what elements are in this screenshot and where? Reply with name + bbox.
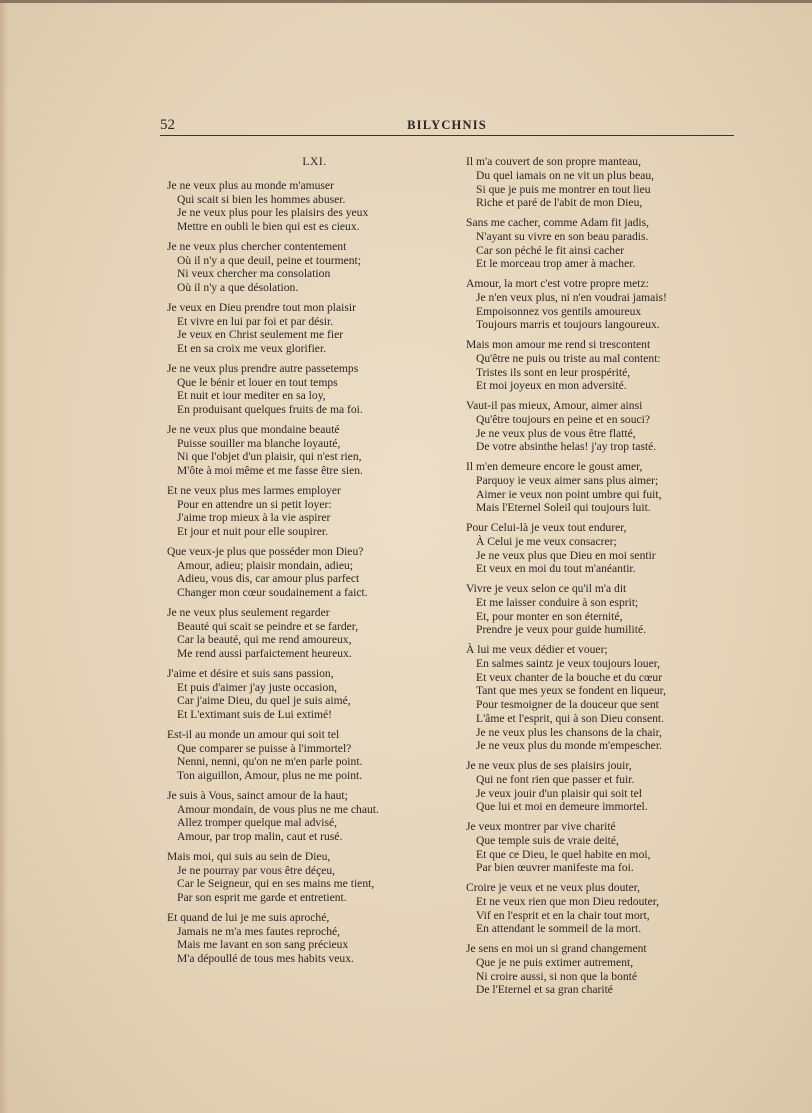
verse-line: Je ne veux plus pour les plaisirs des yeux bbox=[177, 206, 369, 220]
stanza bbox=[466, 759, 746, 814]
verse-line: En attendant le sommeil de la mort. bbox=[476, 922, 642, 936]
verse-line: Et vivre en lui par foi et par désir. bbox=[177, 314, 334, 328]
stanza bbox=[167, 789, 452, 844]
verse-line: M'a dépoullé de tous mes habits veux. bbox=[177, 952, 354, 965]
verse-line: J'aime et désire et suis sans passion, bbox=[167, 666, 334, 680]
stanza bbox=[466, 460, 746, 515]
verse-line: Et jour et nuit pour elle soupirer. bbox=[177, 525, 329, 538]
verse-line: Et veux chanter de la bouche et du cœur bbox=[476, 670, 663, 684]
verse-line: Et moi joyeux en mon adversité. bbox=[476, 379, 627, 393]
verse-line: Ni veux chercher ma consolation bbox=[177, 267, 331, 281]
verse-line: Empoisonnez vos gentils amoureux bbox=[476, 304, 642, 318]
right-stanzas bbox=[466, 155, 746, 997]
verse-line: Il m'a couvert de son propre manteau, bbox=[466, 155, 641, 168]
left-stanzas bbox=[167, 179, 452, 966]
verse-line: Et nuit et iour mediter en sa loy, bbox=[177, 389, 326, 403]
stanza bbox=[466, 942, 746, 997]
verse-line: Car j'aime Dieu, du quel je suis aimé, bbox=[177, 694, 351, 708]
verse-line: Me rend aussi parfaictement heureux. bbox=[177, 647, 352, 660]
verse-line: Mettre en oubli le bien qui est es cieux. bbox=[177, 220, 360, 233]
stanza bbox=[167, 179, 452, 234]
stanza bbox=[167, 728, 452, 783]
stanza bbox=[466, 521, 746, 576]
verse-line: Et le morceau trop amer à macher. bbox=[476, 257, 636, 271]
verse-line: Et que ce Dieu, le quel habite en moi, bbox=[476, 847, 651, 861]
verse-line: Que temple suis de vraie deité, bbox=[476, 833, 619, 847]
verse-line: Je ne veux plus seulement regarder bbox=[167, 605, 330, 619]
verse-line: Beauté qui scait se peindre et se farder, bbox=[177, 619, 359, 633]
verse-line: Prendre je veux pour guide humilité. bbox=[476, 623, 647, 637]
verse-line: Vif en l'esprit et en la chair tout mort, bbox=[476, 908, 650, 922]
verse-line: Et ne veux rien que mon Dieu redouter, bbox=[476, 894, 660, 908]
verse-line: Du quel iamais on ne vit un plus beau, bbox=[476, 168, 655, 182]
verse-line: Tant que mes yeux se fondent en liqueur, bbox=[476, 684, 666, 698]
verse-line: Que comparer se puisse à l'immortel? bbox=[177, 741, 352, 755]
stanza bbox=[466, 881, 746, 936]
verse-line: Car la beauté, qui me rend amoureux, bbox=[177, 633, 352, 647]
stanza bbox=[167, 484, 452, 539]
verse-line: Qu'être toujours en peine et en souci? bbox=[476, 412, 651, 426]
page-top-edge bbox=[0, 0, 812, 3]
poem-title: LXI. bbox=[302, 155, 327, 168]
page-edge-shadow bbox=[0, 0, 8, 1113]
verse-line: Je ne pourray par vous être déçeu, bbox=[177, 863, 336, 877]
verse-line: Je ne veux plus que Dieu en moi sentir bbox=[476, 548, 656, 562]
verse-line: Je veux jouir d'un plaisir qui soit tel bbox=[476, 786, 642, 800]
verse-line: Amour, adieu; plaisir mondain, adieu; bbox=[177, 558, 353, 572]
running-title: BILYCHNIS bbox=[407, 118, 487, 132]
verse-line: En produisant quelques fruits de ma foi. bbox=[177, 403, 363, 416]
verse-line: Je ne veux plus du monde m'empescher. bbox=[476, 739, 662, 753]
verse-line: Je ne veux plus de ses plaisirs jouir, bbox=[466, 759, 632, 772]
stanza bbox=[167, 911, 452, 966]
verse-line: Où il n'y a que deuil, peine et tourment; bbox=[177, 253, 361, 267]
verse-line: Par son esprit me garde et entretient. bbox=[177, 891, 347, 904]
verse-line: L'âme et l'esprit, qui à son Dieu consent. bbox=[476, 711, 665, 725]
verse-line: Mais moi, qui suis au sein de Dieu, bbox=[167, 849, 331, 863]
verse-line: Jamais ne m'a mes fautes reproché, bbox=[177, 924, 341, 938]
verse-line: Je suis à Vous, sainct amour de la haut; bbox=[167, 788, 348, 802]
verse-line: Allez tromper quelque mal advisé, bbox=[177, 816, 338, 830]
verse-line: N'ayant su vivre en son beau paradis. bbox=[476, 229, 649, 243]
verse-line: À Celui je me veux consacrer; bbox=[476, 534, 617, 548]
verse-line: Pour tesmoigner de la douceur que sent bbox=[476, 698, 659, 711]
header-rule bbox=[160, 135, 734, 136]
verse-line: Pour en attendre un si petit loyer: bbox=[177, 497, 332, 511]
verse-line: À lui me veux dédier et vouer; bbox=[466, 643, 608, 656]
stanza bbox=[466, 155, 746, 210]
verse-line: Et en sa croix me veux glorifier. bbox=[177, 342, 327, 355]
stanza bbox=[167, 606, 452, 661]
verse-line: Ni croire aussi, si non que la bonté bbox=[476, 969, 637, 983]
verse-line: Que lui et moi en demeure immortel. bbox=[476, 800, 648, 814]
verse-line: Je ne veux plus de vous être flatté, bbox=[476, 426, 636, 440]
verse-line: Mais mon amour me rend si trescontent bbox=[466, 338, 651, 351]
verse-line: Si que je puis me montrer en tout lieu bbox=[476, 182, 651, 196]
page-number: 52 bbox=[160, 117, 175, 133]
verse-line: De l'Eternel et sa gran charité bbox=[476, 983, 613, 997]
verse-line: Tristes ils sont en leur prospérité, bbox=[476, 365, 631, 379]
verse-line: Parquoy ie veux aimer sans plus aimer; bbox=[476, 473, 659, 487]
verse-line: Et veux en moi du tout m'anéantir. bbox=[476, 562, 636, 576]
verse-line: Nenni, nenni, qu'on ne m'en parle point. bbox=[177, 755, 363, 769]
stanza bbox=[466, 277, 746, 332]
verse-line: Vaut-il pas mieux, Amour, aimer ainsi bbox=[466, 399, 643, 412]
verse-line: J'aime trop mieux à la vie aspirer bbox=[177, 511, 331, 525]
verse-line: Je veux en Christ seulement me fier bbox=[177, 328, 344, 342]
verse-line: Adieu, vous dis, car amour plus parfect bbox=[177, 572, 360, 586]
verse-line: Et ne veux plus mes larmes employer bbox=[167, 483, 341, 497]
stanza bbox=[167, 362, 452, 417]
stanza bbox=[167, 545, 452, 600]
verse-line: Je ne veux plus que mondaine beauté bbox=[167, 422, 340, 436]
verse-line: Croire je veux et ne veux plus douter, bbox=[466, 881, 641, 894]
stanza bbox=[167, 423, 452, 478]
right-column bbox=[466, 155, 746, 1003]
verse-line: Je veux en Dieu prendre tout mon plaisir bbox=[167, 300, 356, 314]
stanza bbox=[466, 643, 746, 753]
verse-line: Puisse souiller ma blanche loyauté, bbox=[177, 436, 341, 450]
verse-line: Qui ne font rien que passer et fuir. bbox=[476, 772, 635, 786]
verse-line: Car son péché le fit ainsi cacher bbox=[476, 243, 625, 257]
verse-line: Changer mon cœur soudainement a faict. bbox=[177, 586, 368, 599]
verse-line: Par bien œuvrer manifeste ma foi. bbox=[476, 861, 634, 875]
stanza bbox=[466, 399, 746, 454]
verse-line: Je ne veux plus chercher contentement bbox=[167, 239, 347, 253]
verse-line: Ton aiguillon, Amour, plus ne me point. bbox=[177, 769, 363, 782]
verse-line: En salmes saintz je veux toujours louer, bbox=[476, 656, 661, 670]
verse-line: Je n'en veux plus, ni n'en voudrai jamais! bbox=[476, 290, 667, 304]
verse-line: Qu'être ne puis ou triste au mal content: bbox=[476, 351, 661, 365]
verse-line: Qui scait si bien les hommes abuser. bbox=[177, 192, 346, 206]
verse-line: Et quand de lui je me suis aproché, bbox=[167, 910, 330, 924]
verse-line: Et, pour monter en son éternité, bbox=[476, 609, 623, 623]
verse-line: Je ne veux plus les chansons de la chair, bbox=[476, 725, 662, 739]
verse-line: Que je ne puis extimer autrement, bbox=[476, 955, 634, 969]
stanza bbox=[167, 301, 452, 356]
verse-line: Car le Seigneur, qui en ses mains me tient, bbox=[177, 877, 375, 891]
stanza bbox=[167, 240, 452, 295]
verse-line: Sans me cacher, comme Adam fit jadis, bbox=[466, 216, 650, 229]
verse-line: Je veux montrer par vive charité bbox=[466, 820, 616, 833]
verse-line: Je ne veux plus au monde m'amuser bbox=[167, 178, 334, 192]
verse-line: Et L'extimant suis de Lui extimé! bbox=[177, 708, 333, 721]
verse-line: Je sens en moi un si grand changement bbox=[466, 942, 647, 955]
left-column bbox=[167, 155, 452, 972]
verse-line: Riche et paré de l'abit de mon Dieu, bbox=[476, 196, 643, 210]
verse-line: Toujours marris et toujours langoureux. bbox=[476, 318, 660, 332]
stanza bbox=[466, 216, 746, 271]
verse-line: Que le bénir et louer en tout temps bbox=[177, 375, 338, 389]
verse-line: Est-il au monde un amour qui soit tel bbox=[167, 727, 340, 741]
verse-line: Que veux-je plus que posséder mon Dieu? bbox=[167, 544, 364, 558]
verse-line: Vivre je veux selon ce qu'il m'a dit bbox=[466, 582, 627, 595]
verse-line: M'ôte à moi même et me fasse être sien. bbox=[177, 464, 363, 477]
verse-line: Pour Celui-là je veux tout endurer, bbox=[466, 521, 627, 534]
verse-line: Mais me lavant en son sang précieux bbox=[177, 938, 349, 952]
verse-line: Et puis d'aimer j'ay juste occasion, bbox=[177, 680, 338, 694]
stanza bbox=[167, 850, 452, 905]
stanza bbox=[167, 667, 452, 722]
verse-line: Et me laisser conduire à son esprit; bbox=[476, 595, 639, 609]
stanza bbox=[466, 338, 746, 393]
stanza bbox=[466, 820, 746, 875]
verse-line: Où il n'y a que désolation. bbox=[177, 281, 299, 294]
verse-line: Amour, la mort c'est votre propre metz: bbox=[466, 277, 649, 290]
verse-line: Amour mondain, de vous plus ne me chaut. bbox=[177, 802, 379, 816]
verse-line: Mais l'Eternel Soleil qui toujours luit. bbox=[476, 501, 651, 515]
verse-line: Amour, par trop malin, caut et rusé. bbox=[177, 830, 343, 843]
verse-line: Ni que l'objet d'un plaisir, qui n'est rien, bbox=[177, 450, 362, 464]
page-header bbox=[160, 117, 734, 135]
verse-line: Il m'en demeure encore le goust amer, bbox=[466, 460, 643, 473]
verse-line: De votre absinthe helas! j'ay trop tasté. bbox=[476, 440, 657, 454]
stanza bbox=[466, 582, 746, 637]
verse-line: Aimer ie veux non point umbre qui fuit, bbox=[476, 487, 662, 501]
verse-line: Je ne veux plus prendre autre passetemps bbox=[167, 361, 359, 375]
